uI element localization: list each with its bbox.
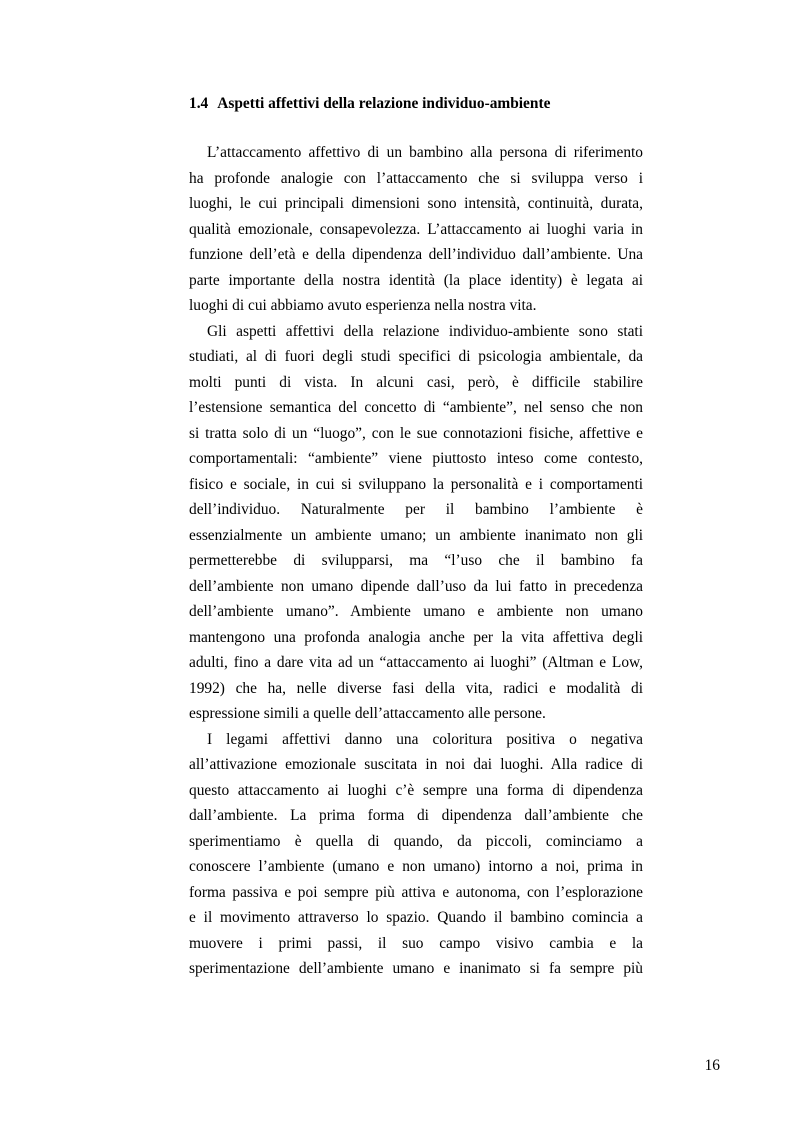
text-line: fisico e sociale, in cui si sviluppano la personalità e i comportamenti: [189, 475, 643, 493]
text-line: 1992) che ha, nelle diverse fasi della vita, radici e modalità di: [189, 679, 643, 697]
text-line: dell’ambiente non umano dipende dall’uso da lui fatto in precedenza: [189, 577, 643, 595]
text-line: muovere i primi passi, il suo campo visivo cambia e la: [189, 934, 643, 952]
text-line: l’estensione semantica del concetto di “ambiente”, nel senso che non: [189, 399, 643, 416]
text-line: essenzialmente un ambiente umano; un ambiente inanimato non gli: [189, 526, 643, 544]
text-line: si tratta solo di un “luogo”, con le sue connotazioni fisiche, affettive e: [189, 424, 643, 442]
text-line: espressione simili a quelle dell’attaccamento alle persone.: [189, 705, 546, 722]
text-line: adulti, fino a dare vita ad un “attaccamento ai luoghi” (Altman e Low,: [189, 654, 643, 671]
text-line: ha profonde analogie con l’attaccamento che si sviluppa verso i: [189, 169, 643, 187]
section-number: 1.4: [189, 95, 209, 112]
text-line: parte importante della nostra identità (la place identity) è legata ai: [189, 271, 643, 289]
text-line: sperimentazione dell’ambiente umano e inanimato si fa sempre più: [189, 960, 643, 977]
text-line: dall’ambiente. La prima forma di dipendenza dall’ambiente che: [189, 807, 643, 824]
text-line: qualità emozionale, consapevolezza. L’attaccamento ai luoghi varia in: [189, 220, 643, 238]
text-line: permetterebbe di svilupparsi, ma “l’uso che il bambino fa: [189, 552, 643, 569]
section-title: Aspetti affettivi della relazione individuo-ambiente: [217, 95, 551, 112]
section-heading: [189, 94, 649, 114]
paragraph: [189, 140, 643, 319]
text-line: dell’ambiente umano”. Ambiente umano e ambiente non umano: [189, 603, 643, 620]
text-line: forma passiva e poi sempre più attiva e autonoma, con l’esplorazione: [189, 883, 643, 901]
text-line: dell’individuo. Naturalmente per il bambino l’ambiente è: [189, 501, 643, 518]
page-number: 16: [704, 1057, 720, 1074]
text-line: I legami affettivi danno una coloritura positiva o negativa: [207, 730, 643, 748]
paragraph: [189, 319, 643, 727]
text-line: e il movimento attraverso lo spazio. Quando il bambino comincia a: [189, 909, 643, 926]
text-line: sperimentiamo è quella di quando, da piccoli, cominciamo a: [189, 832, 643, 850]
text-line: all’attivazione emozionale suscitata in noi dai luoghi. Alla radice di: [189, 756, 643, 773]
text-line: comportamentali: “ambiente” viene piuttosto inteso come contesto,: [189, 450, 643, 467]
text-line: conoscere l’ambiente (umano e non umano) intorno a noi, prima in: [189, 858, 643, 875]
text-line: luoghi, le cui principali dimensioni sono intensità, continuità, durata,: [189, 195, 643, 212]
paragraph: [189, 727, 643, 982]
text-line: Gli aspetti affettivi della relazione individuo-ambiente sono stati: [207, 322, 643, 340]
body-text: [189, 140, 643, 982]
text-line: L’attaccamento affettivo di un bambino alla persona di riferimento: [207, 144, 643, 161]
text-line: molti punti di vista. In alcuni casi, però, è difficile stabilire: [189, 373, 643, 391]
text-line: studiati, al di fuori degli studi specifici di psicologia ambientale, da: [189, 348, 643, 365]
text-line: luoghi di cui abbiamo avuto esperienza nella nostra vita.: [189, 297, 537, 314]
text-line: questo attaccamento ai luoghi c’è sempre una forma di dipendenza: [189, 781, 643, 799]
text-line: funzione dell’età e della dipendenza dell’individuo dall’ambiente. Una: [189, 246, 643, 263]
text-line: mantengono una profonda analogia anche per la vita affettiva degli: [189, 628, 643, 646]
